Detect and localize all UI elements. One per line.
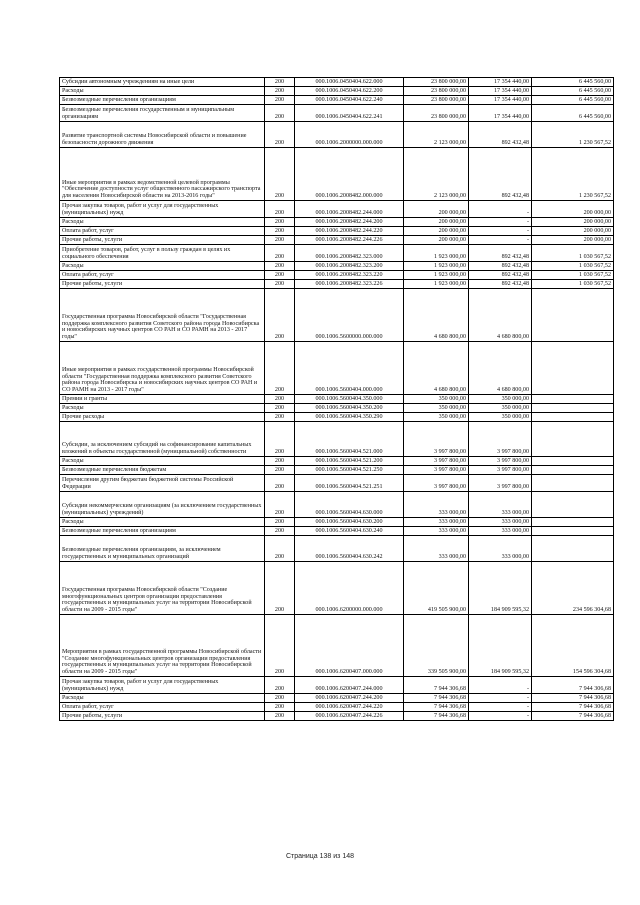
- row-remaining-cell: [532, 404, 614, 413]
- row-code-cell: 000.1006.6200407.244.000: [295, 677, 404, 694]
- row-approved-cell: 1 923 000,00: [404, 280, 469, 289]
- row-remaining-cell: 200 000,00: [532, 227, 614, 236]
- row-code-cell: 000.1006.6200407.244.226: [295, 712, 404, 721]
- row-approved-cell: 1 923 000,00: [404, 262, 469, 271]
- table-row: [60, 280, 614, 289]
- table-row: [60, 475, 614, 492]
- row-approved-cell: 4 680 800,00: [404, 342, 469, 395]
- row-executed-cell: 3 997 800,00: [469, 422, 532, 457]
- row-approved-cell: 333 000,00: [404, 527, 469, 536]
- row-name-cell: Безвозмездные перечисления организациям: [60, 527, 265, 536]
- row-approved-cell: 23 800 000,00: [404, 87, 469, 96]
- table-row: [60, 492, 614, 518]
- row-remaining-cell: 6 445 560,00: [532, 87, 614, 96]
- row-approved-cell: 419 505 900,00: [404, 562, 469, 615]
- row-name-cell: Расходы: [60, 87, 265, 96]
- row-name-cell: Безвозмездные перечисления организациям, за исключением государственных и муниципальных организаций: [60, 536, 265, 562]
- row-approved-cell: 3 997 800,00: [404, 422, 469, 457]
- row-name-cell: Расходы: [60, 218, 265, 227]
- row-grbs-cell: 200: [265, 105, 295, 122]
- table-row: [60, 413, 614, 422]
- row-remaining-cell: [532, 527, 614, 536]
- row-name-cell: Прочие расходы: [60, 413, 265, 422]
- row-code-cell: 000.1006.0450404.622.241: [295, 105, 404, 122]
- row-code-cell: 000.1006.6200000.000.000: [295, 562, 404, 615]
- row-executed-cell: 17 354 440,00: [469, 87, 532, 96]
- row-grbs-cell: 200: [265, 703, 295, 712]
- row-code-cell: 000.1006.5600404.350.000: [295, 395, 404, 404]
- row-name-cell: Приобретение товаров, работ, услуг в пользу граждан в целях их социального обеспечения: [60, 245, 265, 262]
- row-grbs-cell: 200: [265, 289, 295, 342]
- row-executed-cell: -: [469, 218, 532, 227]
- row-code-cell: 000.1006.2008482.244.220: [295, 227, 404, 236]
- row-name-cell: Безвозмездные перечисления государственным и муниципальным организациям: [60, 105, 265, 122]
- table-row: [60, 236, 614, 245]
- row-executed-cell: 4 680 800,00: [469, 289, 532, 342]
- row-code-cell: 000.1006.2000000.000.000: [295, 122, 404, 148]
- row-code-cell: 000.1006.5600404.521.251: [295, 475, 404, 492]
- row-approved-cell: 333 000,00: [404, 536, 469, 562]
- row-remaining-cell: [532, 422, 614, 457]
- row-remaining-cell: 154 596 304,68: [532, 615, 614, 677]
- table-row: [60, 78, 614, 87]
- table-row: [60, 422, 614, 457]
- row-executed-cell: 892 432,48: [469, 148, 532, 201]
- table-row: [60, 289, 614, 342]
- row-executed-cell: 184 909 595,32: [469, 562, 532, 615]
- row-name-cell: Государственная программа Новосибирской области "Создание многофункциональных центров организации предоставления государственных и муниципальных услуг на территории Новосибирской области на 2009 - 2015 годы": [60, 562, 265, 615]
- row-grbs-cell: 200: [265, 527, 295, 536]
- row-remaining-cell: 1 030 567,52: [532, 245, 614, 262]
- row-executed-cell: -: [469, 703, 532, 712]
- row-remaining-cell: [532, 466, 614, 475]
- row-name-cell: Безвозмездные перечисления организациям: [60, 96, 265, 105]
- row-grbs-cell: 200: [265, 227, 295, 236]
- row-code-cell: 000.1006.6200407.244.200: [295, 694, 404, 703]
- table-row: [60, 562, 614, 615]
- row-approved-cell: 3 997 800,00: [404, 466, 469, 475]
- row-grbs-cell: 200: [265, 271, 295, 280]
- row-executed-cell: 892 432,48: [469, 262, 532, 271]
- table-row: [60, 677, 614, 694]
- row-grbs-cell: 200: [265, 615, 295, 677]
- row-grbs-cell: 200: [265, 475, 295, 492]
- row-approved-cell: 200 000,00: [404, 201, 469, 218]
- row-name-cell: Безвозмездные перечисления бюджетам: [60, 466, 265, 475]
- row-executed-cell: -: [469, 677, 532, 694]
- row-approved-cell: 339 505 900,00: [404, 615, 469, 677]
- row-remaining-cell: 234 596 304,68: [532, 562, 614, 615]
- row-code-cell: 000.1006.5600404.630.000: [295, 492, 404, 518]
- row-name-cell: Расходы: [60, 262, 265, 271]
- row-executed-cell: 17 354 440,00: [469, 96, 532, 105]
- row-name-cell: Прочая закупка товаров, работ и услуг для государственных (муниципальных) нужд: [60, 677, 265, 694]
- row-grbs-cell: 200: [265, 712, 295, 721]
- row-name-cell: Иные мероприятия в рамках государственной программы Новосибирской области "Государственная поддержка комплексного развития Советского района города Новосибирска и новосибирских научных центров СО РАН и СО РАМН на 2013 - 2017 годы": [60, 342, 265, 395]
- page-footer: Страница 138 из 148: [285, 853, 355, 860]
- table-row: [60, 457, 614, 466]
- row-executed-cell: 333 000,00: [469, 518, 532, 527]
- row-approved-cell: 2 123 000,00: [404, 148, 469, 201]
- row-remaining-cell: [532, 518, 614, 527]
- row-grbs-cell: 200: [265, 536, 295, 562]
- row-grbs-cell: 200: [265, 78, 295, 87]
- row-grbs-cell: 200: [265, 262, 295, 271]
- row-approved-cell: 200 000,00: [404, 218, 469, 227]
- row-executed-cell: 892 432,48: [469, 280, 532, 289]
- row-executed-cell: 892 432,48: [469, 122, 532, 148]
- row-executed-cell: 350 000,00: [469, 413, 532, 422]
- row-remaining-cell: 7 944 306,68: [532, 694, 614, 703]
- row-grbs-cell: 200: [265, 694, 295, 703]
- row-code-cell: 000.1006.6200407.244.220: [295, 703, 404, 712]
- table-row: [60, 536, 614, 562]
- row-name-cell: Прочие работы, услуги: [60, 236, 265, 245]
- row-approved-cell: 350 000,00: [404, 404, 469, 413]
- table-row: [60, 201, 614, 218]
- row-grbs-cell: 200: [265, 457, 295, 466]
- row-executed-cell: 3 997 800,00: [469, 457, 532, 466]
- table-row: [60, 271, 614, 280]
- table-row: [60, 703, 614, 712]
- row-executed-cell: 333 000,00: [469, 492, 532, 518]
- row-name-cell: Расходы: [60, 694, 265, 703]
- table-row: [60, 342, 614, 395]
- row-approved-cell: 23 800 000,00: [404, 96, 469, 105]
- row-executed-cell: 3 997 800,00: [469, 475, 532, 492]
- row-code-cell: 000.1006.5600404.350.290: [295, 413, 404, 422]
- row-executed-cell: -: [469, 227, 532, 236]
- row-code-cell: 000.1006.6200407.000.000: [295, 615, 404, 677]
- row-code-cell: 000.1006.5600404.521.250: [295, 466, 404, 475]
- row-remaining-cell: [532, 492, 614, 518]
- row-code-cell: 000.1006.2008482.244.200: [295, 218, 404, 227]
- row-remaining-cell: [532, 395, 614, 404]
- row-approved-cell: 23 800 000,00: [404, 105, 469, 122]
- row-grbs-cell: 200: [265, 562, 295, 615]
- row-grbs-cell: 200: [265, 87, 295, 96]
- row-name-cell: Субсидии некоммерческим организациям (за исключением государственных (муниципальных) учреждений): [60, 492, 265, 518]
- row-executed-cell: 333 000,00: [469, 527, 532, 536]
- row-grbs-cell: 200: [265, 342, 295, 395]
- row-executed-cell: 184 909 595,32: [469, 615, 532, 677]
- row-approved-cell: 200 000,00: [404, 227, 469, 236]
- row-grbs-cell: 200: [265, 492, 295, 518]
- row-name-cell: Государственная программа Новосибирской области "Государственная поддержка комплексного развития Советского района города Новосибирска и новосибирских научных центров СО РАН и СО РАМН на 2013 - 2017 годы": [60, 289, 265, 342]
- row-name-cell: Субсидии, за исключением субсидий на софинансирование капитальных вложений в объекты государственной (муниципальной) собственности: [60, 422, 265, 457]
- row-remaining-cell: 6 445 560,00: [532, 105, 614, 122]
- row-remaining-cell: 1 230 567,52: [532, 148, 614, 201]
- row-executed-cell: -: [469, 201, 532, 218]
- row-remaining-cell: 7 944 306,68: [532, 677, 614, 694]
- table-row: [60, 105, 614, 122]
- row-name-cell: Мероприятия в рамках государственной программы Новосибирской области "Создание многофункциональных центров организации предоставления государственных и муниципальных услуг на территории Новосибирской области на 2009 - 2015 годы": [60, 615, 265, 677]
- row-code-cell: 000.1006.5600404.000.000: [295, 342, 404, 395]
- row-name-cell: Прочая закупка товаров, работ и услуг для государственных (муниципальных) нужд: [60, 201, 265, 218]
- row-approved-cell: 350 000,00: [404, 413, 469, 422]
- table-row: [60, 218, 614, 227]
- row-executed-cell: -: [469, 712, 532, 721]
- row-executed-cell: 17 354 440,00: [469, 78, 532, 87]
- row-approved-cell: 3 997 800,00: [404, 475, 469, 492]
- row-code-cell: 000.1006.5600404.350.200: [295, 404, 404, 413]
- row-grbs-cell: 200: [265, 422, 295, 457]
- row-approved-cell: 1 923 000,00: [404, 271, 469, 280]
- row-code-cell: 000.1006.2008482.323.000: [295, 245, 404, 262]
- row-executed-cell: -: [469, 236, 532, 245]
- row-name-cell: Оплата работ, услуг: [60, 227, 265, 236]
- row-approved-cell: 350 000,00: [404, 395, 469, 404]
- row-grbs-cell: 200: [265, 395, 295, 404]
- row-code-cell: 000.1006.2008482.323.200: [295, 262, 404, 271]
- row-executed-cell: 892 432,48: [469, 271, 532, 280]
- row-grbs-cell: 200: [265, 518, 295, 527]
- row-remaining-cell: 200 000,00: [532, 201, 614, 218]
- row-name-cell: Расходы: [60, 457, 265, 466]
- row-approved-cell: 4 680 800,00: [404, 289, 469, 342]
- table-row: [60, 227, 614, 236]
- row-remaining-cell: [532, 342, 614, 395]
- row-grbs-cell: 200: [265, 413, 295, 422]
- row-name-cell: Оплата работ, услуг: [60, 271, 265, 280]
- row-approved-cell: 7 944 306,68: [404, 677, 469, 694]
- row-name-cell: Премии и гранты: [60, 395, 265, 404]
- row-approved-cell: 2 123 000,00: [404, 122, 469, 148]
- row-approved-cell: 23 800 000,00: [404, 78, 469, 87]
- row-grbs-cell: 200: [265, 466, 295, 475]
- row-remaining-cell: [532, 289, 614, 342]
- row-approved-cell: 3 997 800,00: [404, 457, 469, 466]
- row-executed-cell: 333 000,00: [469, 536, 532, 562]
- row-remaining-cell: 6 445 560,00: [532, 96, 614, 105]
- row-name-cell: Оплата работ, услуг: [60, 703, 265, 712]
- table-row: [60, 712, 614, 721]
- row-executed-cell: 350 000,00: [469, 404, 532, 413]
- row-grbs-cell: 200: [265, 245, 295, 262]
- row-code-cell: 000.1006.2008482.244.000: [295, 201, 404, 218]
- row-grbs-cell: 200: [265, 201, 295, 218]
- row-grbs-cell: 200: [265, 280, 295, 289]
- row-grbs-cell: 200: [265, 122, 295, 148]
- row-grbs-cell: 200: [265, 404, 295, 413]
- row-code-cell: 000.1006.0450404.622.000: [295, 78, 404, 87]
- row-remaining-cell: 7 944 306,68: [532, 703, 614, 712]
- table-row: [60, 87, 614, 96]
- table-row: [60, 262, 614, 271]
- budget-table: [59, 77, 614, 721]
- row-approved-cell: 7 944 306,68: [404, 694, 469, 703]
- row-remaining-cell: [532, 457, 614, 466]
- row-executed-cell: 350 000,00: [469, 395, 532, 404]
- row-name-cell: Развитие транспортной системы Новосибирской области и повышение безопасности дорожного движения: [60, 122, 265, 148]
- row-name-cell: Прочие работы, услуги: [60, 712, 265, 721]
- row-remaining-cell: 1 230 567,52: [532, 122, 614, 148]
- row-remaining-cell: [532, 536, 614, 562]
- row-remaining-cell: 1 030 567,52: [532, 262, 614, 271]
- row-remaining-cell: [532, 413, 614, 422]
- row-approved-cell: 333 000,00: [404, 518, 469, 527]
- row-name-cell: Расходы: [60, 518, 265, 527]
- row-code-cell: 000.1006.5600404.630.240: [295, 527, 404, 536]
- row-executed-cell: 892 432,48: [469, 245, 532, 262]
- row-grbs-cell: 200: [265, 96, 295, 105]
- table-row: [60, 518, 614, 527]
- row-approved-cell: 333 000,00: [404, 492, 469, 518]
- table-row: [60, 96, 614, 105]
- table-row: [60, 404, 614, 413]
- row-remaining-cell: 7 944 306,68: [532, 712, 614, 721]
- budget-table-body: [60, 78, 614, 721]
- row-executed-cell: -: [469, 694, 532, 703]
- table-row: [60, 395, 614, 404]
- row-name-cell: Иные мероприятия в рамках ведомственной целевой программы "Обеспечение доступности услуг общественного пассажирского транспорта для населения Новосибирской области на 2013-2016 годы": [60, 148, 265, 201]
- table-row: [60, 694, 614, 703]
- row-executed-cell: 4 680 800,00: [469, 342, 532, 395]
- row-remaining-cell: 1 030 567,52: [532, 280, 614, 289]
- table-row: [60, 615, 614, 677]
- row-remaining-cell: 6 445 560,00: [532, 78, 614, 87]
- row-code-cell: 000.1006.2008482.323.220: [295, 271, 404, 280]
- row-name-cell: Субсидии автономным учреждениям на иные цели: [60, 78, 265, 87]
- table-row: [60, 245, 614, 262]
- row-executed-cell: 3 997 800,00: [469, 466, 532, 475]
- row-code-cell: 000.1006.5600404.521.000: [295, 422, 404, 457]
- row-remaining-cell: 200 000,00: [532, 218, 614, 227]
- row-remaining-cell: 1 030 567,52: [532, 271, 614, 280]
- row-remaining-cell: 200 000,00: [532, 236, 614, 245]
- row-name-cell: Расходы: [60, 404, 265, 413]
- row-code-cell: 000.1006.5600404.630.242: [295, 536, 404, 562]
- row-name-cell: Прочие работы, услуги: [60, 280, 265, 289]
- row-code-cell: 000.1006.2008482.000.000: [295, 148, 404, 201]
- row-grbs-cell: 200: [265, 218, 295, 227]
- row-grbs-cell: 200: [265, 677, 295, 694]
- row-approved-cell: 7 944 306,68: [404, 703, 469, 712]
- row-code-cell: 000.1006.5600000.000.000: [295, 289, 404, 342]
- row-code-cell: 000.1006.0450404.622.240: [295, 96, 404, 105]
- row-code-cell: 000.1006.5600404.630.200: [295, 518, 404, 527]
- row-approved-cell: 7 944 306,68: [404, 712, 469, 721]
- table-row: [60, 122, 614, 148]
- table-row: [60, 527, 614, 536]
- table-row: [60, 466, 614, 475]
- row-grbs-cell: 200: [265, 148, 295, 201]
- table-row: [60, 148, 614, 201]
- row-code-cell: 000.1006.5600404.521.200: [295, 457, 404, 466]
- row-name-cell: Перечисления другим бюджетам бюджетной системы Российской Федерации: [60, 475, 265, 492]
- row-code-cell: 000.1006.0450404.622.200: [295, 87, 404, 96]
- row-remaining-cell: [532, 475, 614, 492]
- row-approved-cell: 200 000,00: [404, 236, 469, 245]
- row-executed-cell: 17 354 440,00: [469, 105, 532, 122]
- row-grbs-cell: 200: [265, 236, 295, 245]
- row-code-cell: 000.1006.2008482.244.226: [295, 236, 404, 245]
- row-approved-cell: 1 923 000,00: [404, 245, 469, 262]
- row-code-cell: 000.1006.2008482.323.226: [295, 280, 404, 289]
